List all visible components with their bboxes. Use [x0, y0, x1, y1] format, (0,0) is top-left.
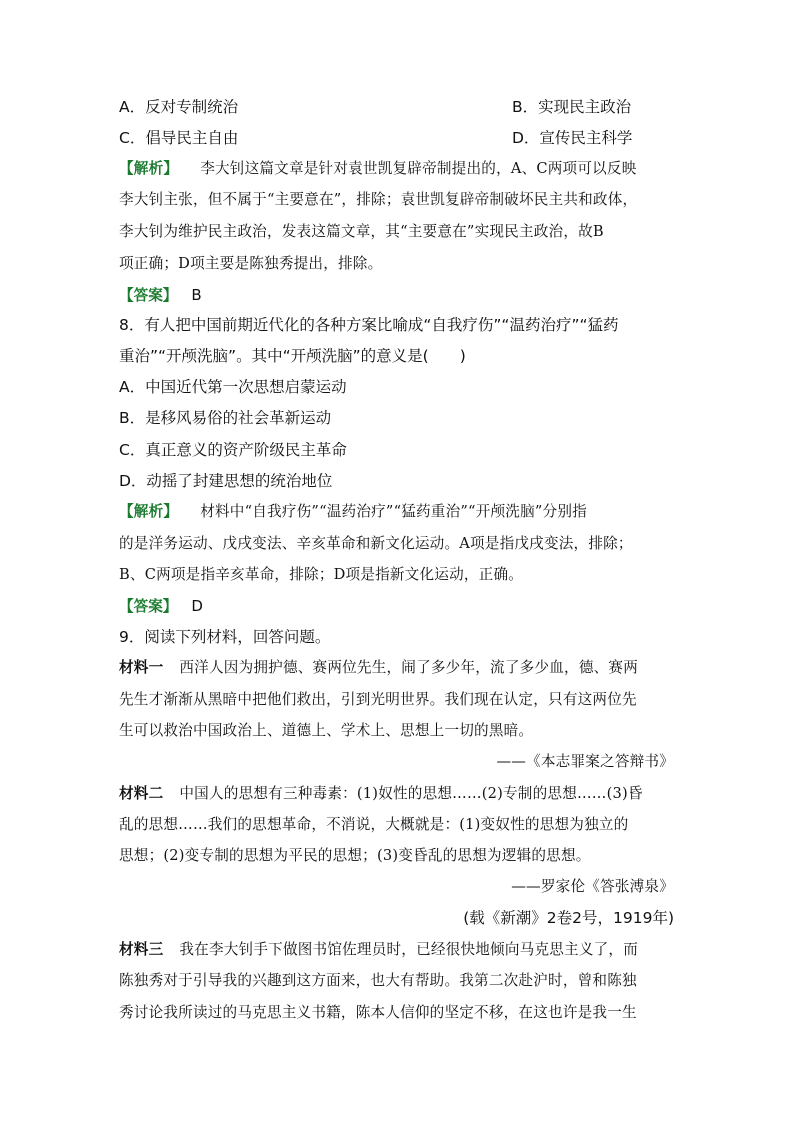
q8-analysis-line-2: 的是洋务运动、戊戌变法、辛亥革命和新文化运动。A项是指戊戌变法，排除；	[119, 535, 633, 552]
q9-material-3-line-1	[119, 939, 638, 961]
material-2-text-1: 中国人的思想有三种毒素：(1)奴性的思想……(2)专制的思想……(3)昏	[179, 785, 643, 802]
q9-material-1-line-1	[119, 657, 638, 679]
q8-option-c: C．真正意义的资产阶级民主革命	[119, 441, 347, 459]
q7-option-a: A．反对专制统治	[119, 98, 239, 116]
answer-tag: 【答案】	[119, 287, 178, 304]
material-1-label: 材料一	[119, 659, 164, 676]
q7-analysis-line-4: 项正确；D项主要是陈独秀提出，排除。	[119, 255, 383, 272]
q8-stem-line-1: 8．有人把中国前期近代化的各种方案比喻成“自我疗伤”“温药治疗”“猛药	[119, 316, 619, 334]
q9-material-1-line-3: 生可以救治中国政治上、道德上、学术上、思想上一切的黑暗。	[119, 722, 534, 739]
answer-tag: 【答案】	[119, 598, 178, 615]
q7-option-row-2	[119, 127, 633, 149]
q7-analysis-line-2: 李大钊主张，但不属于“主要意在”，排除；袁世凯复辟帝制破坏民主共和政体，	[119, 191, 638, 208]
q7-option-d: D．宣传民主科学	[512, 129, 633, 147]
q9-material-2-source: ——罗家伦《答张溥泉》	[511, 878, 674, 895]
q8-analysis-line-3: B、C两项是指辛亥革命，排除；D项是指新文化运动，正确。	[119, 566, 524, 583]
q9-stem: 9．阅读下列材料，回答问题。	[119, 628, 331, 646]
q7-option-row-1	[119, 96, 632, 118]
q8-stem-line-2: 重治”“开颅洗脑”。其中“开颅洗脑”的意义是( )	[119, 347, 466, 365]
q8-analysis-text-1: 材料中“自我疗伤”“温药治疗”“猛药重治”“开颅洗脑”分别指	[200, 503, 587, 520]
analysis-tag: 【解析】	[119, 503, 179, 520]
q7-option-c: C．倡导民主自由	[119, 129, 239, 147]
q9-material-2-line-3: 思想；(2)变专制的思想为平民的思想；(3)变昏乱的思想为逻辑的思想。	[119, 847, 591, 864]
q8-option-d: D．动摇了封建思想的统治地位	[119, 472, 333, 490]
analysis-tag: 【解析】	[119, 160, 179, 177]
q8-answer	[119, 595, 203, 618]
q9-material-1-line-2: 先生才渐渐从黑暗中把他们救出，引到光明世界。我们现在认定，只有这两位先	[119, 691, 637, 708]
q8-option-b: B．是移风易俗的社会革新运动	[119, 409, 332, 427]
q9-material-2-source-2: (载《新潮》2卷2号，1919年)	[463, 909, 674, 927]
q7-analysis-line-3: 李大钊为维护民主政治，发表这篇文章，其“主要意在”实现民主政治，故B	[119, 223, 604, 240]
material-2-label: 材料二	[119, 785, 164, 802]
q7-answer	[119, 284, 202, 307]
q7-option-b: B．实现民主政治	[512, 98, 632, 116]
q9-material-3-line-2: 陈独秀对于引导我的兴趣到这方面来，也大有帮助。我第二次赴沪时，曾和陈独	[119, 972, 637, 989]
q9-material-2-line-2: 乱的思想……我们的思想革命，不消说，大概就是：(1)变奴性的思想为独立的	[119, 816, 629, 833]
q7-analysis-line-1	[119, 158, 637, 180]
q9-material-3-line-3: 秀讨论我所读过的马克思主义书籍，陈本人信仰的坚定不移，在这也许是我一生	[119, 1004, 637, 1021]
material-3-text-1: 我在李大钊手下做图书馆佐理员时，已经很快地倾向马克思主义了，而	[179, 941, 638, 958]
material-1-text-1: 西洋人因为拥护德、赛两位先生，闹了多少年，流了多少血，德、赛两	[179, 659, 638, 676]
q9-material-1-source: ——《本志罪案之答辩书》	[496, 753, 674, 770]
q7-answer-value: B	[191, 286, 202, 304]
q8-option-a: A．中国近代第一次思想启蒙运动	[119, 378, 347, 396]
q7-analysis-text-1: 李大钊这篇文章是针对袁世凯复辟帝制提出的，A、C两项可以反映	[200, 160, 637, 177]
q9-material-2-line-1	[119, 783, 643, 805]
q8-answer-value: D	[191, 597, 203, 615]
q8-analysis-line-1	[119, 501, 587, 523]
material-3-label: 材料三	[119, 941, 164, 958]
